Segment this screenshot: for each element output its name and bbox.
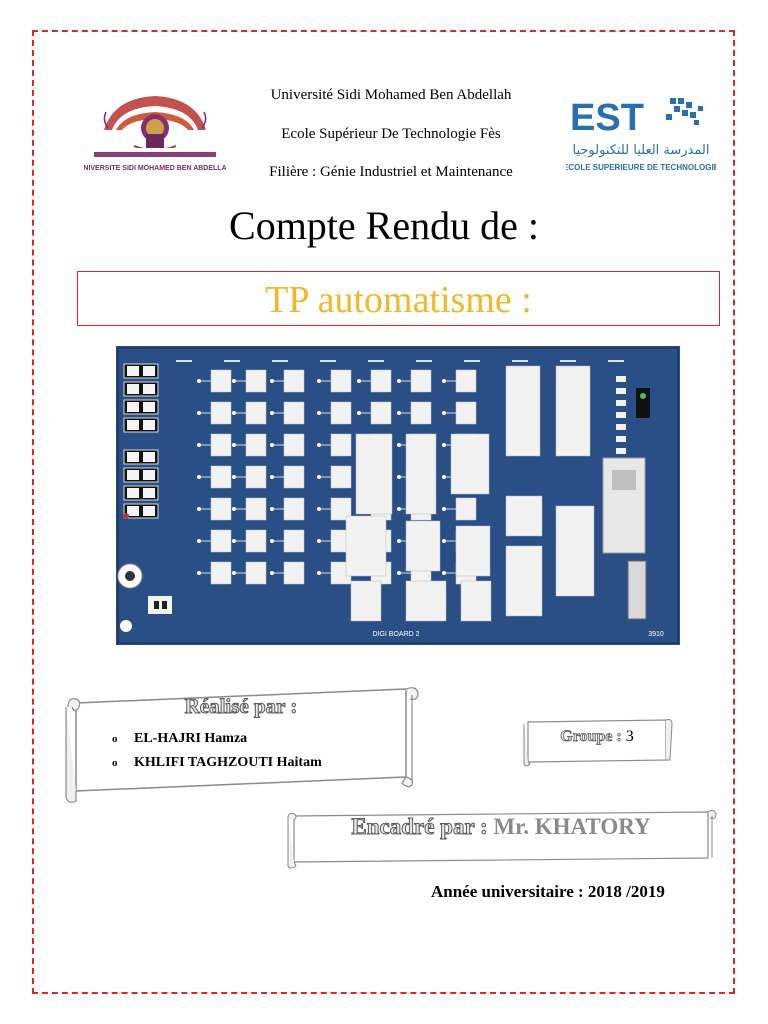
led-segment xyxy=(616,388,626,394)
switch-cell xyxy=(127,420,139,430)
terminal-dot xyxy=(317,507,321,511)
logic-chip xyxy=(331,434,351,456)
memory-block xyxy=(461,581,491,621)
logic-chip xyxy=(211,402,231,424)
logic-chip xyxy=(331,402,351,424)
realise-par-title: Réalisé par : xyxy=(184,694,298,718)
silkscreen-label xyxy=(272,360,288,362)
status-led xyxy=(123,513,129,519)
terminal-dot xyxy=(397,507,401,511)
terminal-dot xyxy=(270,539,274,543)
silkscreen-label xyxy=(560,360,576,362)
university-logo xyxy=(84,90,226,174)
led-segment xyxy=(616,412,626,418)
silkscreen-label xyxy=(176,360,192,362)
memory-block xyxy=(506,366,540,456)
terminal-dot xyxy=(197,539,201,543)
terminal-dot xyxy=(270,379,274,383)
terminal-dot xyxy=(397,539,401,543)
logic-chip xyxy=(411,402,431,424)
logic-chip xyxy=(211,498,231,520)
circuit-board-image xyxy=(116,346,680,645)
logic-chip xyxy=(211,434,231,456)
logic-chip xyxy=(456,370,476,392)
terminal-dot xyxy=(232,443,236,447)
terminal-dot xyxy=(442,443,446,447)
terminal-dot xyxy=(397,571,401,575)
terminal-dot xyxy=(442,507,446,511)
terminal-dot xyxy=(442,571,446,575)
silkscreen-label xyxy=(224,360,240,362)
logic-chip xyxy=(284,562,304,584)
circuit-board-photo xyxy=(116,346,680,645)
silkscreen-label xyxy=(368,360,384,362)
logic-chip xyxy=(331,370,351,392)
terminal-dot xyxy=(232,571,236,575)
led-segment xyxy=(616,376,626,382)
terminal-dot xyxy=(317,411,321,415)
filiere-line: Filière : Génie Industriel et Maintenance xyxy=(269,164,513,180)
usmba-caption: UNIVERSITE SIDI MOHAMED BEN ABDELLAH xyxy=(84,165,226,172)
silkscreen-label xyxy=(512,360,528,362)
terminal-dot xyxy=(317,443,321,447)
logic-chip xyxy=(284,466,304,488)
logic-chip xyxy=(371,370,391,392)
logic-chip xyxy=(371,402,391,424)
memory-block xyxy=(356,434,392,514)
switch-cell xyxy=(143,488,155,498)
logic-chip xyxy=(246,370,266,392)
switch-cell xyxy=(143,470,155,480)
terminal-dot xyxy=(197,571,201,575)
power-switch xyxy=(636,388,650,418)
knob-center xyxy=(125,571,135,581)
terminal-dot xyxy=(357,379,361,383)
groupe-text xyxy=(520,728,674,746)
silkscreen-label xyxy=(608,360,624,362)
terminal-dot xyxy=(397,379,401,383)
terminal-dot xyxy=(442,379,446,383)
terminal-dot xyxy=(197,379,201,383)
power-led xyxy=(640,393,646,399)
terminal-dot xyxy=(197,443,201,447)
terminal-dot xyxy=(357,411,361,415)
logic-chip xyxy=(331,466,351,488)
led-segment xyxy=(616,400,626,406)
led-segment xyxy=(616,448,626,454)
terminal-dot xyxy=(232,539,236,543)
terminal-dot xyxy=(317,571,321,575)
terminal-dot xyxy=(270,443,274,447)
switch-cell xyxy=(127,506,139,516)
terminal-dot xyxy=(317,475,321,479)
terminal-dot xyxy=(317,379,321,383)
logic-chip xyxy=(456,402,476,424)
est-mark: EST xyxy=(570,97,644,139)
switch-cell xyxy=(143,452,155,462)
logic-chip xyxy=(211,466,231,488)
terminal-dot xyxy=(397,411,401,415)
groupe-label: Groupe : xyxy=(560,728,622,745)
switch-cell xyxy=(127,384,139,394)
realise-par-banner xyxy=(60,685,422,805)
memory-block xyxy=(556,366,590,456)
memory-block xyxy=(451,434,489,494)
est-caption: ECOLE SUPERIEURE DE TECHNOLOGIE xyxy=(566,163,716,172)
logic-chip xyxy=(246,530,266,552)
members-list xyxy=(112,727,322,775)
memory-block xyxy=(406,581,446,621)
silkscreen-label xyxy=(464,360,480,362)
logic-chip xyxy=(246,466,266,488)
push-button xyxy=(148,596,172,614)
seven-seg-window xyxy=(612,470,636,490)
member-item xyxy=(112,727,322,751)
terminal-dot xyxy=(232,379,236,383)
logic-chip xyxy=(246,562,266,584)
memory-block xyxy=(456,526,490,576)
memory-block xyxy=(506,546,542,616)
logic-chip xyxy=(284,434,304,456)
switch-cell xyxy=(127,366,139,376)
switch-cell xyxy=(127,488,139,498)
terminal-dot xyxy=(270,571,274,575)
terminal-dot xyxy=(197,475,201,479)
terminal-dot xyxy=(197,507,201,511)
page-title: Compte Rendu de : xyxy=(229,203,539,248)
member-name: EL-HAJRI Hamza xyxy=(134,731,248,746)
terminal-dot xyxy=(442,411,446,415)
terminal-dot xyxy=(232,475,236,479)
logic-chip xyxy=(246,498,266,520)
terminal-dot xyxy=(270,507,274,511)
est-arabic: المدرسة العليا للتكنولوجيا xyxy=(572,143,710,158)
est-logo xyxy=(566,92,716,174)
encadre-text xyxy=(284,814,718,840)
bullet-icon: o xyxy=(112,733,118,745)
logic-chip xyxy=(284,370,304,392)
est-logo-icon xyxy=(566,92,716,174)
terminal-dot xyxy=(232,507,236,511)
led-segment xyxy=(616,436,626,442)
board-label: DIGI BOARD 2 xyxy=(372,631,420,638)
academic-year: Année universitaire : 2018 /2019 xyxy=(431,882,665,901)
tp-title-box xyxy=(77,271,720,326)
silkscreen-label xyxy=(320,360,336,362)
logic-chip xyxy=(246,402,266,424)
silkscreen-label xyxy=(416,360,432,362)
switch-cell xyxy=(143,366,155,376)
sub-d-connector xyxy=(628,561,646,619)
logic-chip xyxy=(284,530,304,552)
university-name: Université Sidi Mohamed Ben Abdellah xyxy=(270,87,512,103)
memory-block xyxy=(406,521,440,571)
memory-block xyxy=(506,496,542,536)
reset-button xyxy=(120,620,132,632)
memory-block xyxy=(346,516,386,576)
memory-block xyxy=(406,434,436,514)
school-name: Ecole Supérieur De Technologie Fès xyxy=(281,126,501,142)
logic-chip xyxy=(211,562,231,584)
bullet-icon: o xyxy=(112,757,118,769)
memory-block xyxy=(556,506,594,596)
logic-chip xyxy=(411,370,431,392)
led-segment xyxy=(616,424,626,430)
terminal-dot xyxy=(270,475,274,479)
usmba-logo-icon xyxy=(84,90,226,174)
terminal-dot xyxy=(442,539,446,543)
memory-block xyxy=(351,581,381,621)
logic-chip xyxy=(246,434,266,456)
logic-chip xyxy=(211,530,231,552)
push-button-pin xyxy=(162,601,167,609)
board-number: 3910 xyxy=(648,631,664,638)
encadre-par-banner xyxy=(284,806,718,870)
switch-cell xyxy=(143,384,155,394)
switch-cell xyxy=(143,420,155,430)
groupe-value: 3 xyxy=(625,728,634,745)
switch-cell xyxy=(143,506,155,516)
terminal-dot xyxy=(232,411,236,415)
switch-cell xyxy=(127,452,139,462)
push-button-pin xyxy=(154,601,159,609)
groupe-banner xyxy=(520,716,674,768)
logic-chip xyxy=(211,370,231,392)
logic-chip xyxy=(284,498,304,520)
encadre-value: Mr. KHATORY xyxy=(493,814,651,839)
switch-cell xyxy=(127,402,139,412)
terminal-dot xyxy=(397,475,401,479)
terminal-dot xyxy=(197,411,201,415)
member-name: KHLIFI TAGHZOUTI Haitam xyxy=(134,755,322,770)
terminal-dot xyxy=(317,539,321,543)
switch-cell xyxy=(143,402,155,412)
tp-title: TP automatisme : xyxy=(265,279,532,321)
member-item xyxy=(112,751,322,775)
encadre-label: Encadré par : xyxy=(351,814,488,839)
logic-chip xyxy=(456,498,476,520)
switch-cell xyxy=(127,470,139,480)
terminal-dot xyxy=(442,475,446,479)
logic-chip xyxy=(284,402,304,424)
terminal-dot xyxy=(397,443,401,447)
terminal-dot xyxy=(270,411,274,415)
